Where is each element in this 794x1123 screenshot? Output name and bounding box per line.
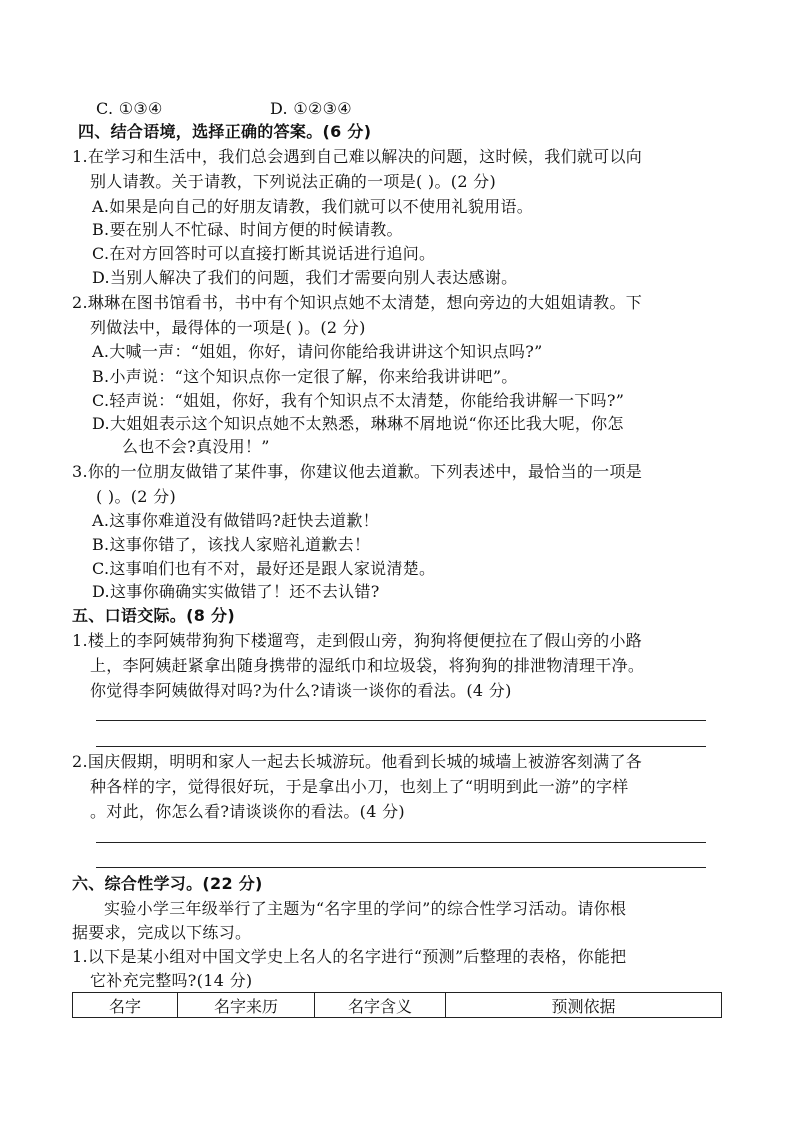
q4-2-line1: 2.琳琳在图书馆看书，书中有个知识点她不太清楚，想向旁边的大姐姐请教。下 [72, 293, 643, 312]
answer-line[interactable] [96, 842, 706, 843]
answer-line[interactable] [96, 746, 706, 747]
section5-title: 五、口语交际。(8 分) [72, 606, 235, 625]
q4-1-line2: 别人请教。关于请教，下列说法正确的一项是( )。(2 分) [90, 172, 497, 191]
q4-1-line1: 1.在学习和生活中，我们总会遇到自己难以解决的问题，这时候，我们就可以向 [72, 147, 643, 166]
q6-1-line2: 它补充完整吗?(14 分) [90, 971, 253, 990]
q6-1-line1: 1.以下是某小组对中国文学史上名人的名字进行“预测”后整理的表格，你能把 [72, 947, 627, 966]
table-header-name: 名字 [73, 993, 178, 1018]
q5-2-line2: 种各样的字，觉得很好玩，于是拿出小刀，也刻上了“明明到此一游”的字样 [90, 777, 629, 796]
q4-3-option-d: D.这事你确确实实做错了！还不去认错? [92, 582, 380, 601]
q4-2-option-a: A.大喊一声：“姐姐，你好，请问你能给我讲讲这个知识点吗?” [92, 342, 543, 361]
section6-intro-line2: 据要求，完成以下练习。 [72, 923, 252, 942]
q4-2-option-b: B.小声说：“这个知识点你一定很了解，你来给我讲讲吧”。 [92, 367, 518, 386]
section4-title: 四、结合语境，选择正确的答案。(6 分) [78, 122, 372, 141]
names-table [72, 992, 722, 1018]
q5-1-line1: 1.楼上的李阿姨带狗狗下楼遛弯，走到假山旁，狗狗将便便拉在了假山旁的小路 [72, 631, 643, 650]
table-header-origin: 名字来历 [178, 993, 315, 1018]
q4-3-option-a: A.这事你难道没有做错吗?赶快去道歉！ [92, 511, 379, 530]
q4-3-line1: 3.你的一位朋友做错了某件事，你建议他去道歉。下列表述中，最恰当的一项是 [72, 462, 643, 481]
q4-1-option-d: D.当别人解决了我们的问题，我们才需要向别人表达感谢。 [92, 268, 518, 287]
table-header-basis: 预测依据 [446, 993, 722, 1018]
answer-line[interactable] [96, 720, 706, 721]
q5-1-line2: 上，李阿姨赶紧拿出随身携带的湿纸巾和垃圾袋，将狗狗的排泄物清理干净。 [90, 656, 645, 675]
option-d: D. ①②③④ [270, 99, 352, 118]
q4-1-option-b: B.要在别人不忙碌、时间方便的时候请教。 [92, 220, 403, 239]
section6-intro-line1: 实验小学三年级举行了主题为“名字里的学问”的综合性学习活动。请你根 [104, 899, 627, 918]
q5-2-line3: 。对此，你怎么看?请谈谈你的看法。(4 分) [90, 802, 405, 821]
q5-1-line3: 你觉得李阿姨做得对吗?为什么?请谈一谈你的看法。(4 分) [90, 681, 512, 700]
table-header-meaning: 名字含义 [315, 993, 446, 1018]
q4-3-option-c: C.这事咱们也有不对，最好还是跟人家说清楚。 [92, 559, 436, 578]
q4-1-option-a: A.如果是向自己的好朋友请教，我们就可以不使用礼貌用语。 [92, 197, 534, 216]
q4-1-option-c: C.在对方回答时可以直接打断其说话进行追问。 [92, 244, 436, 263]
answer-line[interactable] [96, 867, 706, 868]
q4-2-option-d-line1: D.大姐姐表示这个知识点她不太熟悉，琳琳不屑地说“你还比我大呢，你怎 [92, 414, 624, 433]
q4-2-line2: 列做法中，最得体的一项是( )。(2 分) [90, 318, 366, 337]
q5-2-line1: 2.国庆假期，明明和家人一起去长城游玩。他看到长城的城墙上被游客刻满了各 [72, 752, 643, 771]
q4-3-option-b: B.这事你错了，该找人家赔礼道歉去！ [92, 535, 371, 554]
q4-3-line2: ( )。(2 分) [96, 487, 177, 506]
section6-title: 六、综合性学习。(22 分) [72, 874, 263, 893]
q4-2-option-c: C.轻声说：“姐姐，你好，我有个知识点不太清楚，你能给我讲解一下吗?” [92, 391, 625, 410]
q4-2-option-d-line2: 么也不会?真没用！” [122, 437, 270, 456]
table-header-row [73, 993, 722, 1018]
option-c: C. ①③④ [96, 99, 163, 118]
